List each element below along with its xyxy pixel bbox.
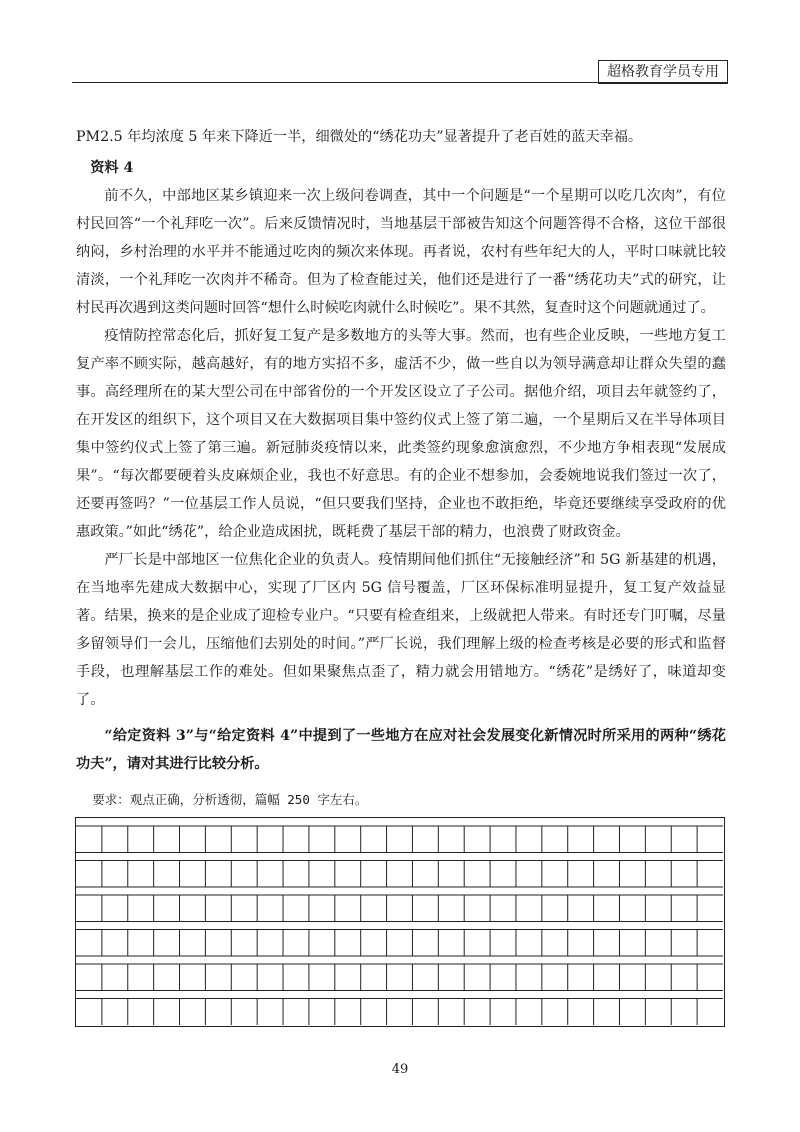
header-rule [72,82,728,83]
page-number: 49 [391,1062,409,1077]
answer-grid-lines [76,818,723,1025]
document-body [76,123,726,814]
intro-line: PM2.5 年均浓度 5 年来下降近一半，细微处的“绣花功夫”显著提升了老百姓的蓝天幸福。 [76,129,643,145]
paragraph-2: 疫情防控常态化后，抓好复工复产是多数地方的头等大事。然而，也有些企业反映，一些地方复工复产率不顾实际，越高越好，有的地方实招不多，虚活不少，做一些自以为领导满意却让群众失望的蠢事。高经理所在的某大型公司在中部省份的一个开发区设立了子公司。据他介绍，项目去年就签约了，在开发区的组织下，这个项目又在大数据项目集中签约仪式上签了第二遍，一个星期后又在半导体项目集中签约仪式上签了第三遍。新冠肺炎疫情以来，此类签约现象愈演愈烈，不少地方争相表现“发展成果”。“每次都要硬着头皮麻烦企业，我也不好意思。有的企业不想参加，会委婉地说我们签过一次了，还要再签吗？”一位基层工作人员说，“但只要我们坚持，企业也不敢拒绝，毕竟还要继续享受政府的优惠政策。”如此“绣花”，给企业造成困扰，既耗费了基层干部的精力，也浪费了财政资金。 [76,328,726,540]
question-prompt: “给定资料 3”与“给定资料 4”中提到了一些地方在应对社会发展变化新情况时所采用的两种“绣花功夫”，请对其进行比较分析。 [76,728,726,772]
answer-grid[interactable] [75,817,725,1027]
paragraph-1: 前不久，中部地区某乡镇迎来一次上级问卷调查，其中一个问题是“一个星期可以吃几次肉”，有位村民回答“一个礼拜吃一次”。后来反馈情况时，当地基层干部被告知这个问题答得不合格，这位干部很纳闷，乡村治理的水平并不能通过吃肉的频次来体现。再者说，农村有些年纪大的人，平时口味就比较清淡，一个礼拜吃一次肉并不稀奇。但为了检查能过关，他们还是进行了一番“绣花功夫”式的研究，让村民再次遇到这类问题时回答“想什么时候吃肉就什么时候吃”。果不其然，复查时这个问题就通过了。 [76,188,726,316]
section-heading: 资料 4 [90,160,134,176]
paragraph-3: 严厂长是中部地区一位焦化企业的负责人。疫情期间他们抓住“无接触经济”和 5G 新基建的机遇，在当地率先建成大数据中心，实现了厂区内 5G 信号覆盖，厂区环保标准明显提升，复工复产效益显著。结果，换来的是企业成了迎检专业户。“只要有检查组来，上级就把人带来。有时还专门叮嘱，尽量多留领导们一会儿，压缩他们去别处的时间。”严厂长说，我们理解上级的检查考核是必要的形式和监督手段，也理解基层工作的难处。但如果聚焦点歪了，精力就会用错地方。“绣花”是绣好了，味道却变了。 [76,552,726,708]
requirement-note: 要求：观点正确，分析透彻，篇幅 250 字左右。 [92,792,368,807]
header-label: 超格教育学员专用 [598,60,728,84]
